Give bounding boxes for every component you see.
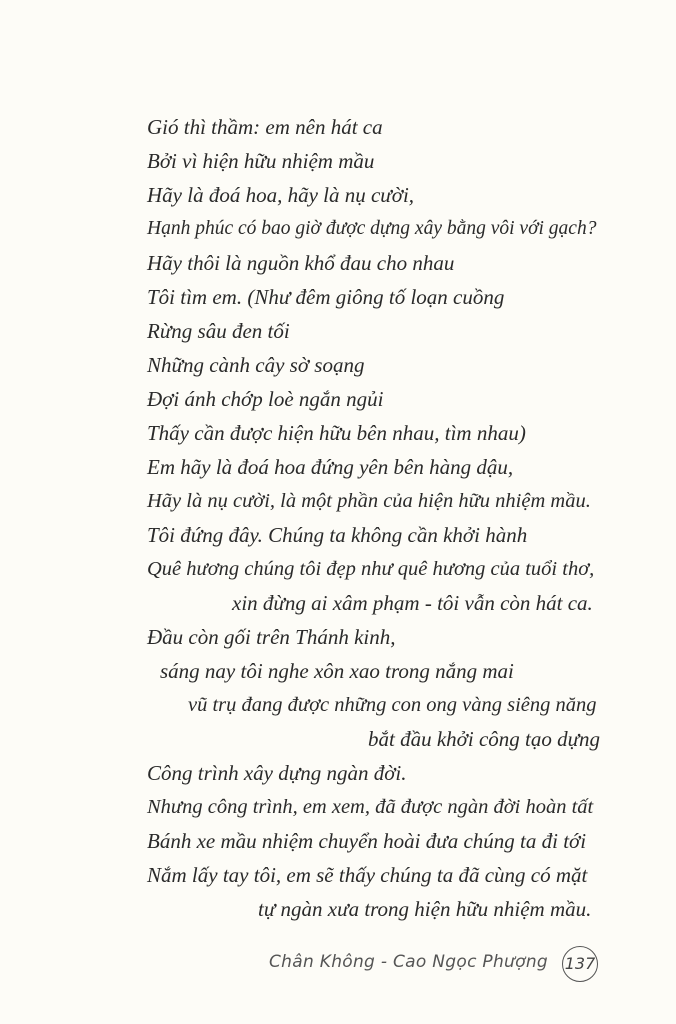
poem-line-13: Tôi đứng đây. Chúng ta không cần khởi hành [147, 523, 528, 547]
poem-line-6: Tôi tìm em. (Như đêm giông tố loạn cuồng [147, 285, 505, 309]
poem-line-20: Công trình xây dựng ngàn đời. [147, 761, 407, 785]
poem-line-1: Gió thì thầm: em nên hát ca [147, 115, 383, 139]
poem-line-15: xin đừng ai xâm phạm - tôi vẫn còn hát ca. [232, 591, 593, 615]
poem-line-17: sáng nay tôi nghe xôn xao trong nắng mai [160, 659, 514, 683]
page-footer [0, 944, 676, 988]
poem-line-14: Quê hương chúng tôi đẹp như quê hương của tuổi thơ, [147, 558, 595, 580]
poem-line-23: Nắm lấy tay tôi, em sẽ thấy chúng ta đã cùng có mặt [147, 863, 588, 887]
poem-line-18: vũ trụ đang được những con ong vàng siêng năng [188, 694, 597, 716]
poem-line-21: Nhưng công trình, em xem, đã được ngàn đời hoàn tất [147, 796, 594, 818]
poem-line-8: Những cành cây sờ soạng [147, 353, 365, 377]
poem-line-12: Hãy là nụ cười, là một phần của hiện hữu nhiệm mầu. [147, 490, 591, 512]
poem-line-22: Bánh xe mầu nhiệm chuyển hoài đưa chúng ta đi tới [147, 829, 587, 853]
poem-line-16: Đầu còn gối trên Thánh kinh, [147, 625, 396, 649]
poem-line-10: Thấy cần được hiện hữu bên nhau, tìm nhau) [147, 421, 526, 445]
poem-line-5: Hãy thôi là nguồn khổ đau cho nhau [147, 251, 455, 275]
poem-line-11: Em hãy là đoá hoa đứng yên bên hàng dậu, [147, 455, 514, 479]
poem-line-3: Hãy là đoá hoa, hãy là nụ cười, [147, 183, 415, 207]
footer-author: Chân Không - Cao Ngọc Phượng [269, 952, 548, 972]
poem-line-9: Đợi ánh chớp loè ngắn ngủi [147, 387, 384, 411]
page-number: 137 [562, 946, 598, 982]
poem-line-24: tự ngàn xưa trong hiện hữu nhiệm mầu. [258, 897, 592, 921]
poem-line-19: bắt đầu khởi công tạo dựng [368, 727, 601, 751]
poem-line-4: Hạnh phúc có bao giờ được dựng xây bằng vôi với gạch? [147, 218, 597, 239]
poem-line-2: Bởi vì hiện hữu nhiệm mầu [147, 149, 375, 173]
poem-line-7: Rừng sâu đen tối [147, 319, 290, 343]
